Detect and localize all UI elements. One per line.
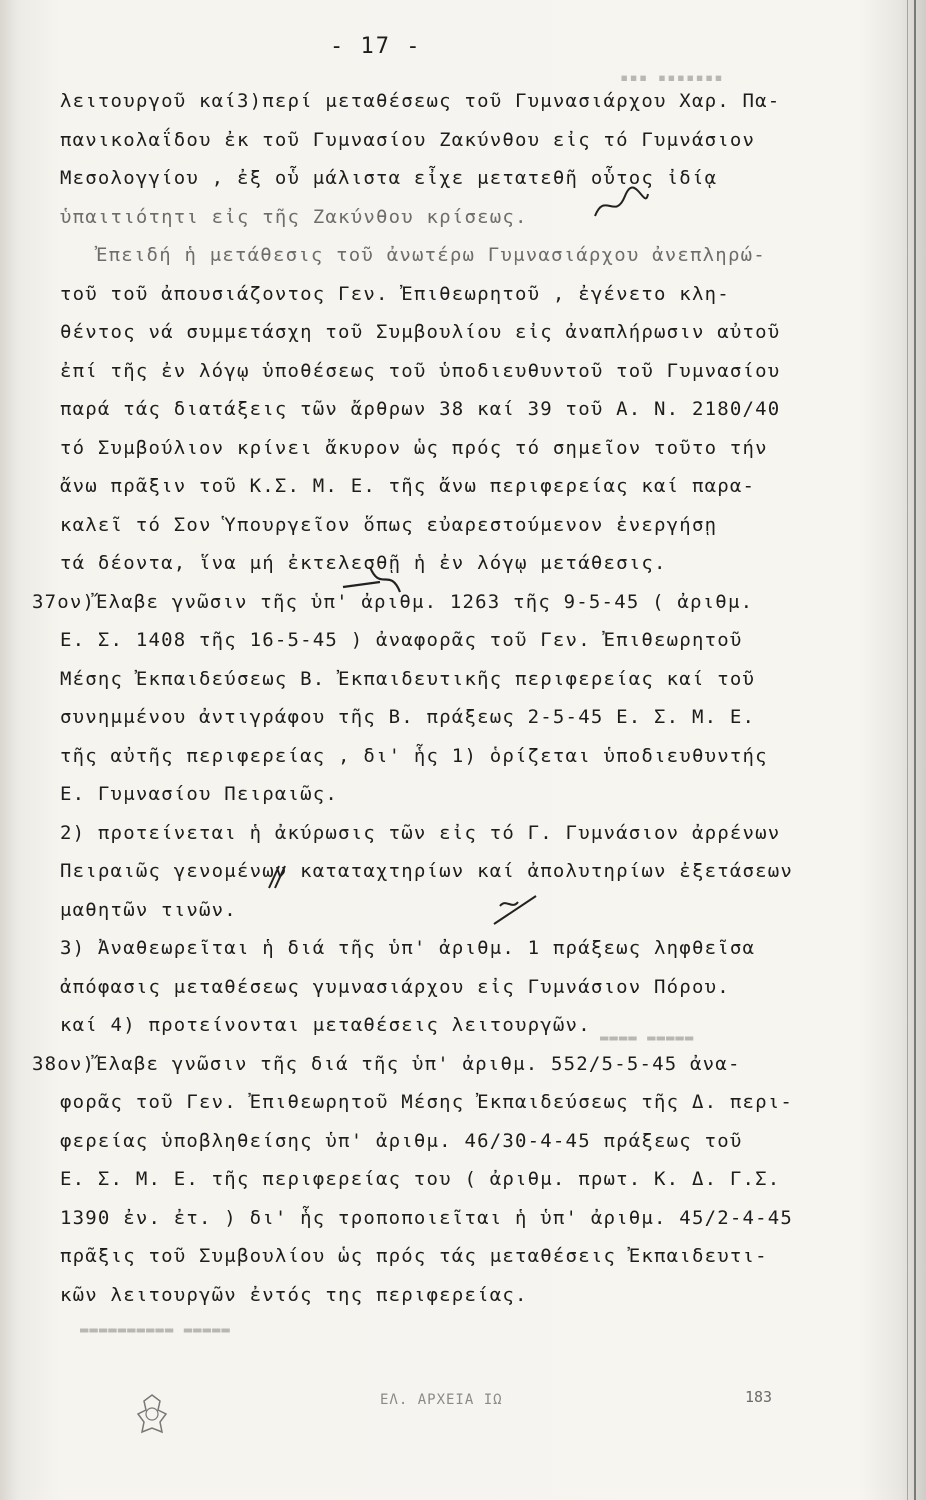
- line-text: Ἔλαβε γνῶσιν τῆς διά τῆς ὑπ' ἀριθμ. 552/5-5-45 ἀνα-: [96, 1052, 741, 1075]
- line-text: λειτουργοῦ καί3)περί μεταθέσεως τοῦ Γυμνασιάρχου Χαρ. Πα-: [60, 90, 781, 112]
- text-line: [60, 891, 900, 930]
- line-text: Ἔλαβε γνῶσιν τῆς ὑπ' ἀριθμ. 1263 τῆς 9-5-45 ( ἀριθμ.: [96, 590, 754, 613]
- line-text: τοῦ τοῦ ἀπουσιάζοντος Γεν. Ἐπιθεωρητοῦ , ἐγένετο κλη-: [60, 282, 730, 305]
- line-text: θέντος νά συμμετάσχη τοῦ Συμβουλίου εἰς ἀναπλήρωσιν αὐτοῦ: [60, 321, 781, 343]
- line-text: ἄνω πρᾶξιν τοῦ Κ.Σ. Μ. Ε. τῆς ἄνω περιφερείας καί παρα-: [60, 475, 756, 497]
- handwritten-correction-mark: [590, 186, 650, 226]
- line-text: τό Συμβούλιον κρίνει ἄκυρον ὡς πρός τό σημεῖον τοῦτο τήν: [60, 436, 768, 459]
- line-text: Ε. Σ. 1408 τῆς 16-5-45 ) ἀναφορᾶς τοῦ Γεν. Ἐπιθεωρητοῦ: [60, 629, 743, 651]
- handwritten-strike-mark: [265, 862, 289, 892]
- text-line: [60, 1237, 900, 1276]
- line-text: φορᾶς τοῦ Γεν. Ἐπιθεωρητοῦ Μέσης Ἐκπαιδεύσεως τῆς Δ. περι-: [60, 1091, 794, 1113]
- line-text: Μεσολογγίου , ἐξ οὗ μάλιστα εἶχε μετατεθῆ οὗτος ἰδίᾳ: [60, 167, 718, 189]
- page-binding-edge: [914, 0, 916, 1500]
- text-line: [60, 352, 900, 391]
- text-line: [60, 390, 900, 429]
- line-text: φερείας ὑποβληθείσης ὑπ' ἀριθμ. 46/30-4-45 πράξεως τοῦ: [60, 1129, 743, 1152]
- text-line: [60, 121, 900, 160]
- text-line: [60, 737, 900, 776]
- text-line: [60, 198, 900, 237]
- text-line: [60, 1276, 900, 1315]
- line-text: ἐπί τῆς ἐν λόγῳ ὑποθέσεως τοῦ ὑποδιευθυντοῦ τοῦ Γυμνασίου: [60, 359, 781, 382]
- text-line: [60, 82, 900, 121]
- line-text: καί 4) προτείνονται μεταθέσεις λειτουργῶν.: [60, 1014, 591, 1036]
- line-text: ἀπόφασις μεταθέσεως γυμνασιάρχου εἰς Γυμνάσιον Πόρου.: [60, 975, 730, 998]
- text-line: [60, 660, 900, 699]
- line-text: κῶν λειτουργῶν ἐντός της περιφερείας.: [60, 1283, 528, 1306]
- text-line: [60, 1006, 900, 1045]
- line-text: ὑπαιτιότητι εἰς τῆς Ζακύνθου κρίσεως.: [60, 205, 528, 228]
- line-text: Ἐπειδή ἡ μετάθεσις τοῦ ἀνωτέρω Γυμνασιάρχου ἀνεπληρώ-: [96, 244, 766, 266]
- bleed-through-mark: ▬▬▬▬▬▬▬▬▬▬ ▬▬▬▬▬: [80, 1322, 231, 1338]
- text-line: [60, 275, 900, 314]
- text-line: [60, 929, 900, 968]
- handwritten-correction-mark: [340, 562, 410, 602]
- reference-number: 183: [745, 1388, 773, 1406]
- item-marker: 37ον): [32, 590, 96, 613]
- line-text: 3) Ἀναθεωρεῖται ἡ διά τῆς ὑπ' ἀριθμ. 1 πράξεως ληφθεῖσα: [60, 937, 756, 959]
- line-text: 1390 ἐν. ἐτ. ) δι' ἧς τροποποιεῖται ἡ ὑπ' ἀριθμ. 45/2-4-45: [60, 1206, 794, 1229]
- line-text: Ε. Γυμνασίου Πειραιῶς.: [60, 783, 339, 805]
- line-text: Μέσης Ἐκπαιδεύσεως Β. Ἐκπαιδευτικῆς περιφερείας καί τοῦ: [60, 667, 756, 690]
- bleed-through-mark: ▬▬▬▬ ▬▬▬▬▬: [600, 1030, 695, 1046]
- line-text: τῆς αὐτῆς περιφερείας , δι' ἧς 1) ὁρίζεται ὑποδιευθυντής: [60, 744, 768, 767]
- page-binding-edge-inner: [907, 0, 908, 1500]
- line-text: Πειραιῶς γενομένων καταταχτηρίων καί ἀπολυτηρίων ἐξετάσεων: [60, 860, 794, 882]
- text-line: [60, 467, 900, 506]
- text-line: [60, 698, 900, 737]
- text-line: [60, 1199, 900, 1238]
- text-line: [60, 429, 900, 468]
- page-number: - 17 -: [330, 34, 422, 59]
- item-marker: 38ον): [32, 1052, 96, 1075]
- handwritten-insertion-mark: [490, 892, 540, 928]
- archive-seal: [130, 1392, 174, 1438]
- text-line: [60, 1083, 900, 1122]
- line-text: μαθητῶν τινῶν.: [60, 898, 237, 921]
- text-line: [32, 583, 900, 622]
- line-text: συνημμένου ἀντιγράφου τῆς Β. πράξεως 2-5-45 Ε. Σ. Μ. Ε.: [60, 706, 756, 728]
- text-line: [60, 1160, 900, 1199]
- text-line: [60, 544, 900, 583]
- text-line: [60, 159, 900, 198]
- line-text: παρά τάς διατάξεις τῶν ἄρθρων 38 καί 39 τοῦ Α. Ν. 2180/40: [60, 398, 781, 420]
- text-line: [60, 236, 900, 275]
- text-line: [60, 775, 900, 814]
- line-text: 2) προτείνεται ἡ ἀκύρωσις τῶν εἰς τό Γ. Γυμνάσιον ἀρρένων: [60, 821, 781, 844]
- text-line: [60, 852, 900, 891]
- document-body: [32, 82, 900, 1314]
- line-text: Ε. Σ. Μ. Ε. τῆς περιφερείας του ( ἀριθμ. πρωτ. Κ. Δ. Γ.Σ.: [60, 1168, 781, 1190]
- line-text: τά δέοντα, ἵνα μή ἐκτελεσθῇ ἡ ἐν λόγῳ μετάθεσις.: [60, 552, 667, 574]
- text-line: [60, 814, 900, 853]
- line-text: καλεῖ τό Σον Ὑπουργεῖον ὅπως εὐαρεστούμενον ἐνεργήσῃ: [60, 513, 718, 536]
- text-line: [60, 506, 900, 545]
- text-line: [60, 1122, 900, 1161]
- line-text: πρᾶξις τοῦ Συμβουλίου ὡς πρός τάς μεταθέσεις Ἐκπαιδευτι-: [60, 1245, 768, 1267]
- archive-stamp: ΕΛ. ΑΡΧΕΙΑ ΙΩ: [380, 1392, 503, 1408]
- text-line: [60, 968, 900, 1007]
- line-text: πανικολαΐδου ἐκ τοῦ Γυμνασίου Ζακύνθου εἰς τό Γυμνάσιον: [60, 128, 756, 151]
- text-line: [60, 313, 900, 352]
- text-line: [32, 1045, 900, 1084]
- text-line: [60, 621, 900, 660]
- bleed-through-mark: ▪▪▪ ▪▪▪▪▪▪▪: [620, 70, 724, 86]
